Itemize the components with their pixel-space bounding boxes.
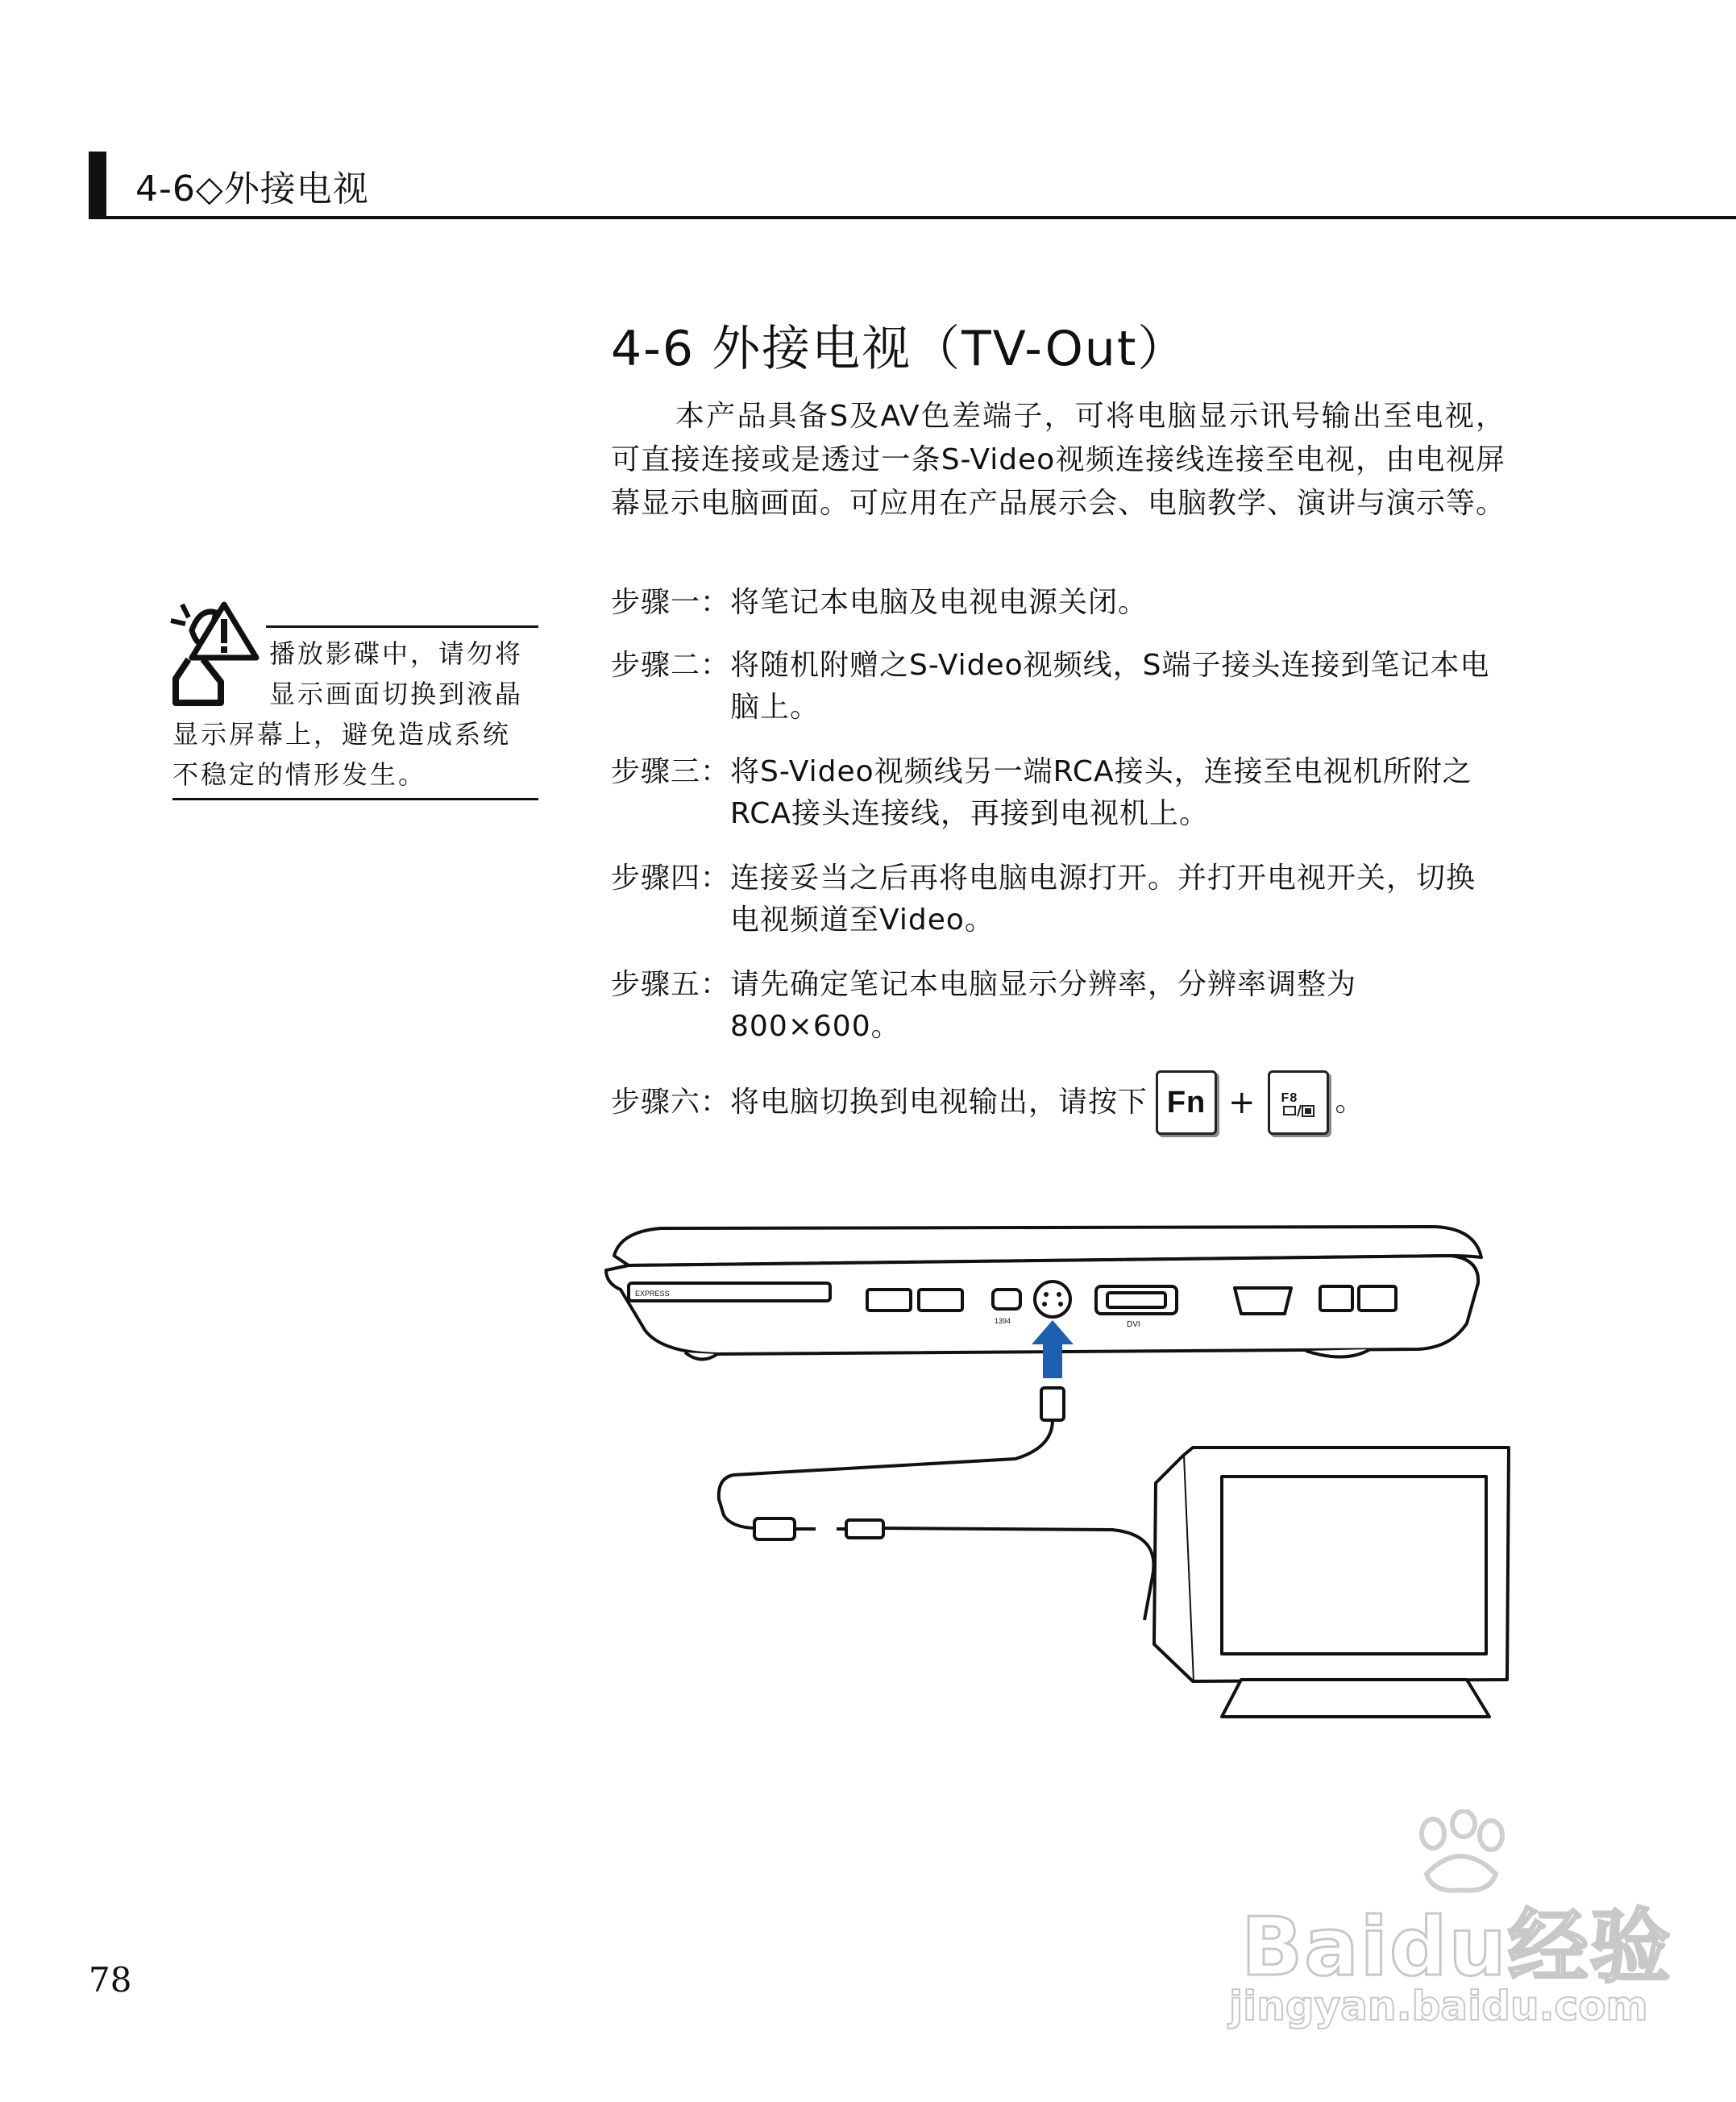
watermark-url: jingyan.baidu.com (1229, 1983, 1648, 2029)
step-end-mark: 。 (1335, 1085, 1365, 1118)
step-label: 步骤四： (611, 862, 731, 895)
f8-key (1268, 1070, 1329, 1135)
header-rule (89, 216, 1736, 219)
key-combo (1156, 1070, 1365, 1135)
note-line: 显示画面切换到液晶 (269, 679, 524, 709)
step-label: 步骤三： (611, 755, 731, 788)
note-line: 显示屏幕上，避免造成系统 (172, 719, 512, 750)
step-label: 步骤五： (611, 968, 731, 1001)
firewire-label: 1394 (995, 1317, 1011, 1325)
tv-screen (1222, 1477, 1486, 1654)
note-line: 不稳定的情形发生。 (172, 759, 427, 790)
step-label: 步骤六： (611, 1086, 731, 1119)
step-6 (611, 1070, 1506, 1135)
usb-port (867, 1290, 911, 1311)
step-5 (611, 964, 1506, 1048)
step-text: 连接妥当之后再将电脑电源打开。并打开电视开关，切换电视频道至Video。 (730, 862, 1476, 937)
step-label: 步骤二： (611, 649, 731, 682)
step-label: 步骤一： (611, 586, 731, 619)
section-title: 4-6 外接电视（TV-Out） (611, 321, 1188, 377)
tv-out-connection-figure (596, 1209, 1531, 1741)
firewire-port (993, 1290, 1020, 1309)
step-4 (611, 858, 1506, 941)
s-video-port (1035, 1282, 1070, 1317)
step-text: 将笔记本电脑及电视电源关闭。 (730, 586, 1148, 619)
step-text: 将电脑切换到电视输出，请按下 (730, 1086, 1148, 1119)
s-video-cable (719, 1420, 1053, 1528)
step-1 (611, 582, 1506, 624)
step-2 (611, 645, 1506, 729)
note-bottom-rule (172, 798, 538, 800)
rca-jack (846, 1520, 883, 1538)
dvi-label: DVI (1127, 1320, 1140, 1329)
step-text: 将S-Video视频线另一端RCA接头，连接至电视机所附之RCA接头连接线，再接到电视机上。 (730, 755, 1472, 830)
express-label: EXPRESS (635, 1290, 670, 1298)
step-text: 请先确定笔记本电脑显示分辨率，分辨率调整为800×600。 (730, 968, 1357, 1043)
caution-note (172, 634, 538, 795)
fn-key: Fn (1156, 1070, 1217, 1135)
lan-port (1359, 1286, 1396, 1311)
header-bar (89, 152, 106, 218)
step-3 (611, 751, 1506, 835)
tv-stand (1222, 1680, 1489, 1717)
watermark-brand: Baidu经验 (1241, 1900, 1672, 1994)
tv-cable (883, 1528, 1153, 1620)
usb-port (919, 1290, 962, 1311)
display-switch-icon (1283, 1103, 1315, 1120)
plus-sign: + (1228, 1084, 1256, 1121)
note-top-rule (266, 625, 538, 628)
running-header: 4-6◇外接电视 (135, 168, 369, 210)
modem-port (1320, 1286, 1352, 1311)
vga-port (1235, 1288, 1291, 1314)
note-line: 播放影碟中，请勿将 (269, 638, 524, 669)
rca-plug (754, 1518, 795, 1539)
page-number: 78 (89, 1960, 132, 2000)
s-video-plug (1041, 1388, 1064, 1420)
step-text: 将随机附赠之S-Video视频线，S端子接头连接到笔记本电脑上。 (730, 649, 1490, 724)
intro-paragraph: 本产品具备S及AV色差端子，可将电脑显示讯号输出至电视，可直接连接或是透过一条S-Video视频连接线连接至电视，由电视屏幕显示电脑画面。可应用在产品展示会、电脑教学、演讲与演示等。 (611, 400, 1506, 520)
f8-key-label: F8 (1281, 1091, 1298, 1105)
